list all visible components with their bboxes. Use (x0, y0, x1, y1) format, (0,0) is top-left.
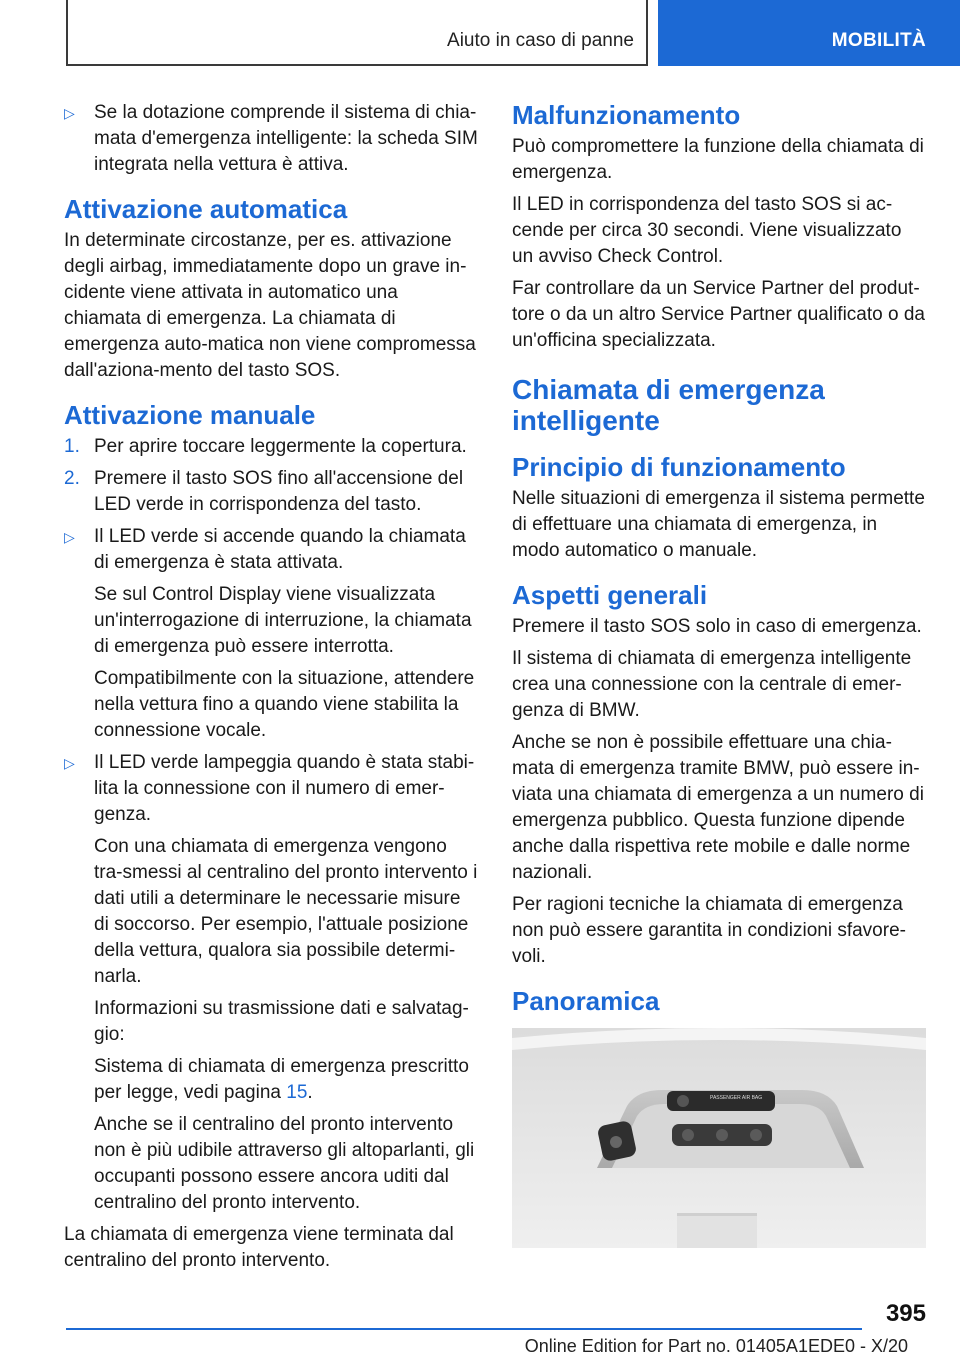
page-link[interactable]: 15 (286, 1082, 308, 1103)
heading-manual-activation: Attivazione manuale (64, 400, 316, 430)
paragraph: Il LED in corrispondenza del tasto SOS si ac-cende per circa 30 secondi. Viene visualizzato un avviso Check Control. (512, 194, 902, 267)
heading-principle: Principio di funzionamento (512, 452, 846, 482)
list-item: ▷ Se la dotazione comprende il sistema di chia-mata d'emergenza intelligente: la scheda SIM integrata nella vettura è attiva. (64, 102, 478, 175)
heading-general: Aspetti generali (512, 580, 708, 610)
step-1: 1. Per aprire toccare leggermente la copertura. (64, 434, 478, 460)
triangle-bullet-icon: ▷ (64, 105, 75, 121)
paragraph: Sistema di chiamata di emergenza prescritto per legge, vedi pagina 15. (94, 1056, 469, 1103)
chapter-tab (658, 0, 960, 66)
list-item: ▷ Il LED verde lampeggia quando è stata stabi-lita la connessione con il numero di emer-genza. (64, 752, 475, 825)
section-tab (66, 0, 648, 66)
left-column (64, 100, 478, 1280)
chapter-title: MOBILITÀ (831, 30, 926, 51)
paragraph: In determinate circostanze, per es. attivazione degli airbag, immediatamente dopo un grave in-cidente viene attivata in automatico una chiamata di emergenza. La chiamata di emergenza auto-matica non viene compromessa dall'aziona-mento del tasto SOS. (64, 230, 476, 381)
paragraph: La chiamata di emergenza viene terminata dal centralino del pronto intervento. (64, 1224, 454, 1271)
paragraph: Può compromettere la funzione della chiamata di emergenza. (512, 136, 924, 183)
page-header (0, 0, 960, 66)
paragraph: Se sul Control Display viene visualizzata un'interrogazione di interruzione, la chiamata di emergenza può essere interrotta. (94, 584, 472, 657)
paragraph: Anche se non è possibile effettuare una chia-mata di emergenza tramite BMW, può essere in-viata una chiamata di emergenza a un numero di emergenza pubblico. Questa funzione dipende anche dalla rispettiva rete mobile e dalle norme nazionali. (512, 732, 924, 883)
paragraph: Il sistema di chiamata di emergenza intelligente crea una connessione con la centrale di emer-genza di BMW. (512, 648, 912, 721)
sos-button-icon (716, 1129, 728, 1141)
paragraph: Nelle situazioni di emergenza il sistema permette di effettuare una chiamata di emergenza, in modo automatico o manuale. (512, 488, 925, 561)
airbag-label: PASSENGER AIR BAG (710, 1095, 763, 1101)
mirror-mount-edge (677, 1213, 757, 1216)
paragraph: Anche se il centralino del pronto intervento non è più udibile attraverso gli altoparlanti, gli occupanti possono essere ancora uditi dal centralino del pronto intervento. (94, 1114, 475, 1213)
triangle-bullet-icon: ▷ (64, 755, 75, 771)
step-number: 2. (64, 468, 80, 489)
sunroof-icon (610, 1136, 622, 1148)
triangle-bullet-icon: ▷ (64, 529, 75, 545)
mirror-mount (677, 1213, 757, 1248)
paragraph: Con una chiamata di emergenza vengono tra-smessi al centralino del pronto intervento i dati utili a determinare le necessarie misure di soccorso. Per esempio, l'attuale posizione della vettura, qualora sia possibile determi-narla. (94, 836, 478, 987)
section-title: Aiuto in caso di panne (447, 30, 634, 51)
sos-panel-illustration (512, 1028, 926, 1248)
assist-button-icon (750, 1129, 762, 1141)
sos-panel-photo (512, 1028, 926, 1248)
right-column (512, 100, 926, 1248)
paragraph: Informazioni su trasmissione dati e salvatag-gio: (94, 998, 469, 1045)
list-item: ▷ Il LED verde si accende quando la chiamata di emergenza è stata attivata. (64, 526, 466, 573)
step-number: 1. (64, 436, 80, 457)
paragraph: Per ragioni tecniche la chiamata di emergenza non può essere garantita in condizioni sfavore-voli. (512, 894, 906, 967)
light-button-icon (682, 1129, 694, 1141)
edition-note: Online Edition for Part no. 01405A1EDE0 - X/20 (524, 1336, 908, 1356)
heading-smart-emergency-call: Chiamata di emergenza intelligente (512, 374, 825, 436)
heading-overview: Panoramica (512, 986, 660, 1016)
step-2: 2. Premere il tasto SOS fino all'accensione del LED verde in corrispondenza del tasto. (64, 468, 464, 515)
paragraph: Premere il tasto SOS solo in caso di emergenza. (512, 616, 922, 637)
paragraph: Compatibilmente con la situazione, attendere nella vettura fino a quando viene stabilita la connessione vocale. (94, 668, 475, 741)
paragraph: Far controllare da un Service Partner del produt-tore o da un altro Service Partner qualificato o da un'officina specializzata. (512, 278, 925, 351)
heading-automatic-activation: Attivazione automatica (64, 194, 348, 224)
heading-malfunction: Malfunzionamento (512, 100, 741, 130)
page-number: 395 (885, 1300, 926, 1327)
airbag-icon (677, 1095, 689, 1107)
footer-divider (66, 1328, 862, 1330)
